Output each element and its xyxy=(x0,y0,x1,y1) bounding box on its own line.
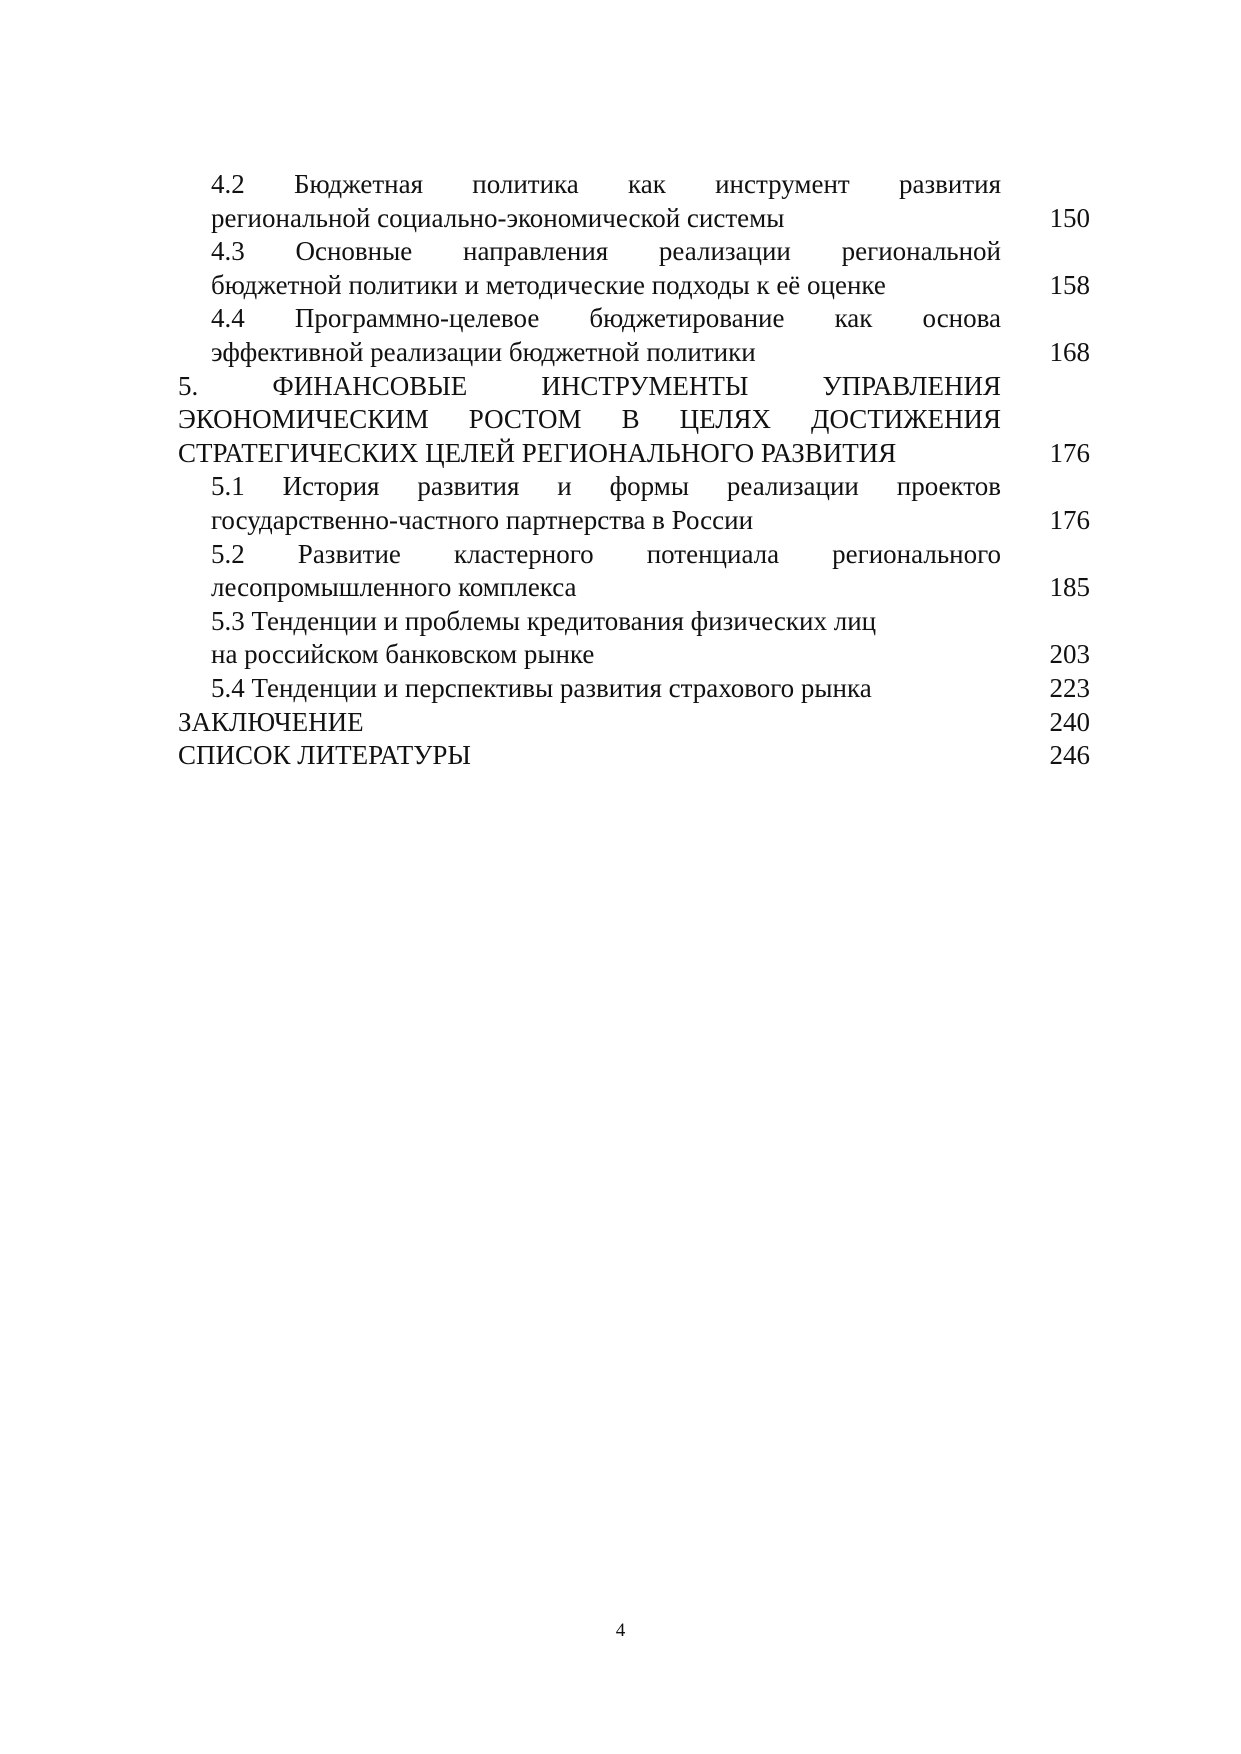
toc-page-number: 176 xyxy=(1049,504,1090,535)
toc-line xyxy=(178,504,1090,538)
toc-entry-text: лесопромышленного комплекса xyxy=(211,572,577,603)
toc-entry-text: 5.3 Тенденции и проблемы кредитования физических лиц xyxy=(211,605,877,636)
toc-page-number: 240 xyxy=(1049,706,1090,737)
toc-page-number: 246 xyxy=(1049,740,1090,771)
toc-chapter-text: СТРАТЕГИЧЕСКИХ ЦЕЛЕЙ РЕГИОНАЛЬНОГО РАЗВИТИЯ xyxy=(178,437,897,468)
toc-line xyxy=(178,538,1090,572)
toc-page-number: 203 xyxy=(1049,639,1090,670)
toc-line xyxy=(178,403,1090,437)
toc-page-number: 150 xyxy=(1049,202,1090,233)
toc-line xyxy=(178,269,1090,303)
toc-entry-text: 4.2 Бюджетная политика как инструмент развития xyxy=(211,169,1001,199)
toc-chapter-text: СПИСОК ЛИТЕРАТУРЫ xyxy=(178,740,471,771)
toc-line xyxy=(178,235,1090,269)
toc-page-number: 185 xyxy=(1049,572,1090,603)
toc-page-number: 176 xyxy=(1049,437,1090,468)
toc-entry-text: эффективной реализации бюджетной политики xyxy=(211,336,756,367)
toc-line xyxy=(178,672,1090,706)
toc-line xyxy=(178,739,1090,773)
toc-entry-text: 4.4 Программно-целевое бюджетирование как основа xyxy=(211,303,1001,334)
toc-entry-text: региональной социально-экономической системы xyxy=(211,202,785,233)
toc-page-number: 158 xyxy=(1049,269,1090,300)
toc-line xyxy=(178,370,1090,404)
toc-line xyxy=(178,302,1090,336)
toc-line xyxy=(178,168,1090,202)
toc-line xyxy=(178,336,1090,370)
toc-line xyxy=(178,470,1090,504)
toc-chapter-text: ЭКОНОМИЧЕСКИМ РОСТОМ В ЦЕЛЯХ ДОСТИЖЕНИЯ xyxy=(178,404,1001,435)
toc-entry-text: 5.2 Развитие кластерного потенциала регионального xyxy=(211,538,1001,569)
toc-line xyxy=(178,437,1090,471)
toc-line xyxy=(178,202,1090,236)
toc-entry-text: на российском банковском рынке xyxy=(211,639,595,670)
toc-entry-text: 5.1 История развития и формы реализации проектов xyxy=(211,471,1001,502)
toc-entry-text: 5.4 Тенденции и перспективы развития страхового рынка xyxy=(211,672,872,703)
table-of-contents xyxy=(178,168,1090,773)
toc-line xyxy=(178,706,1090,740)
toc-chapter-text: ЗАКЛЮЧЕНИЕ xyxy=(178,706,364,737)
toc-page-number: 223 xyxy=(1049,672,1090,703)
toc-line xyxy=(178,638,1090,672)
toc-entry-text: бюджетной политики и методические подходы к её оценке xyxy=(211,269,886,300)
toc-entry-text: государственно-частного партнерства в России xyxy=(211,504,754,535)
page-number: 4 xyxy=(615,1620,626,1641)
toc-line xyxy=(178,571,1090,605)
toc-chapter-text: 5. ФИНАНСОВЫЕ ИНСТРУМЕНТЫ УПРАВЛЕНИЯ xyxy=(178,370,1001,401)
toc-page-number: 168 xyxy=(1049,336,1090,367)
toc-line xyxy=(178,605,1090,639)
toc-entry-text: 4.3 Основные направления реализации региональной xyxy=(211,236,1001,267)
